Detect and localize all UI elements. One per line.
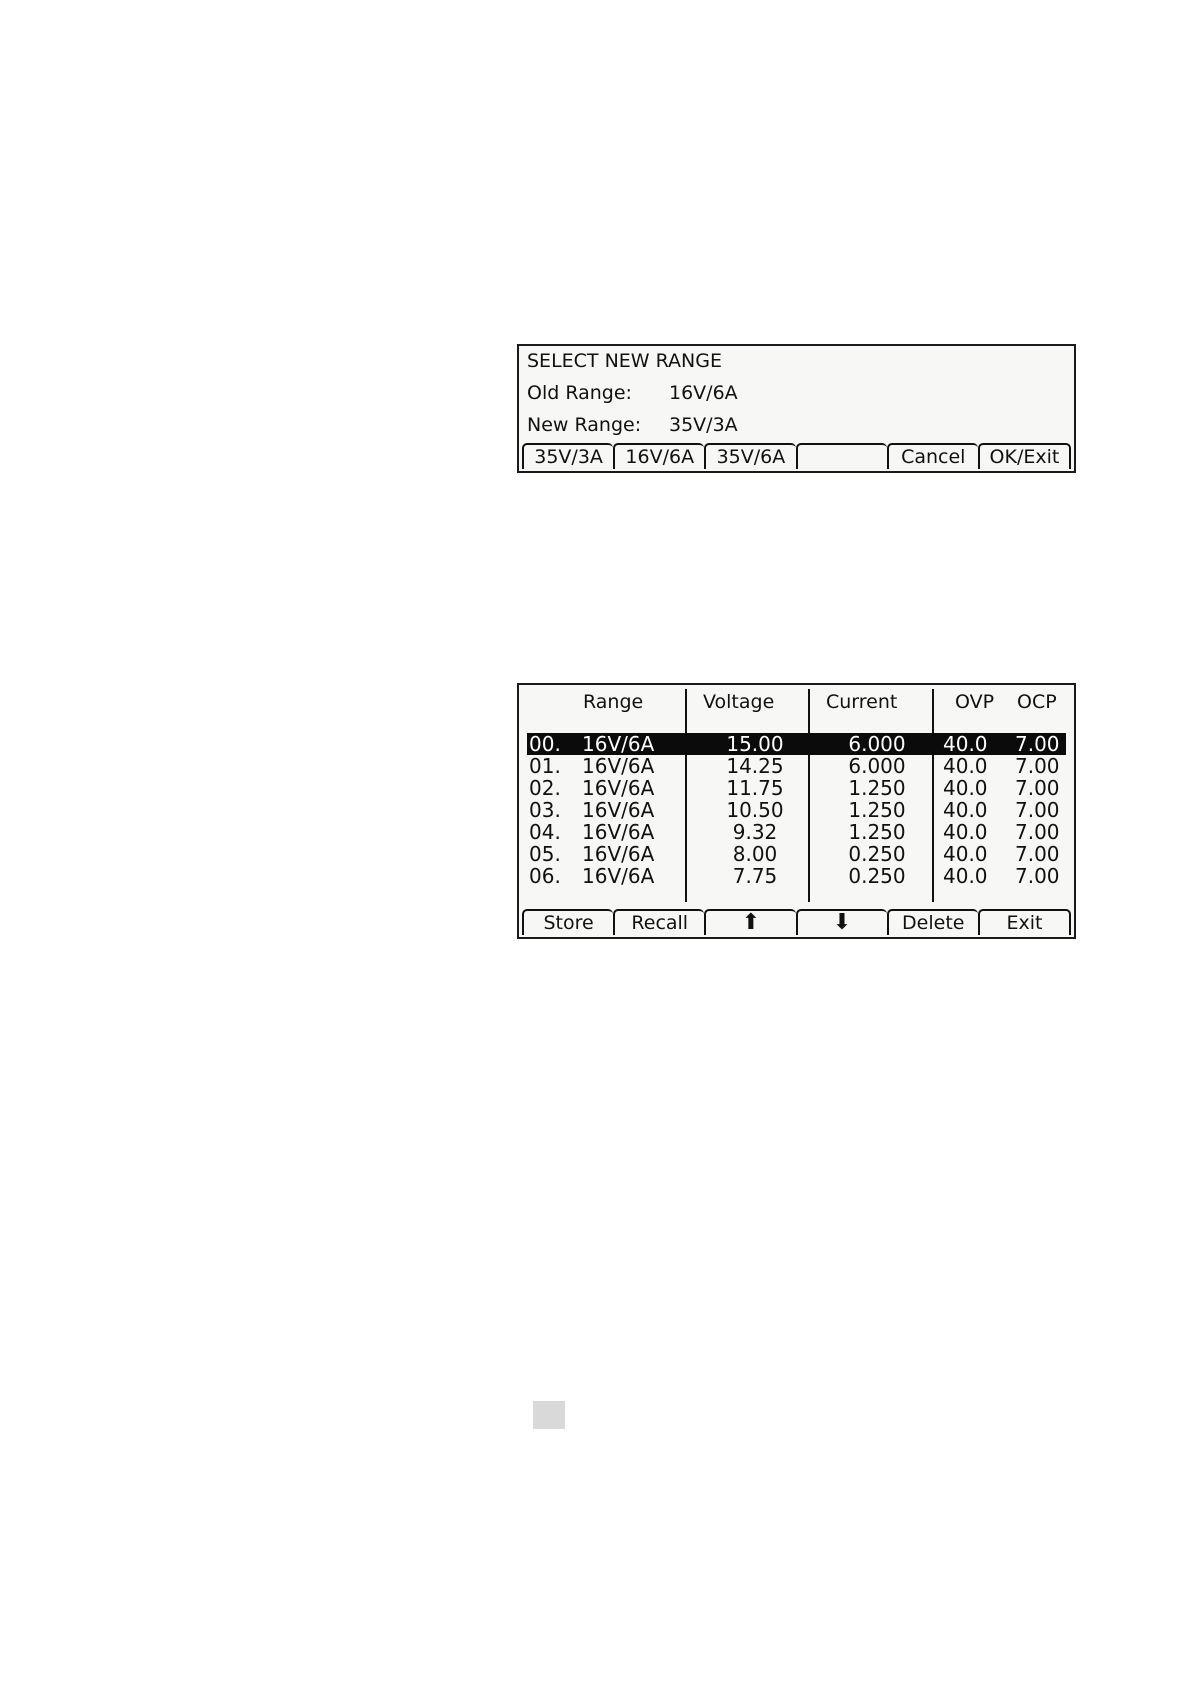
screen-title: SELECT NEW RANGE	[527, 350, 722, 372]
column-header-range: Range	[583, 691, 644, 713]
store-button[interactable]: Store	[522, 909, 613, 935]
memory-current: 1.250	[848, 776, 906, 800]
delete-button[interactable]: Delete	[887, 909, 978, 935]
softkey-35v-3a[interactable]: 35V/3A	[522, 443, 613, 469]
old-range-line	[527, 382, 738, 404]
column-header-ovp: OVP	[955, 691, 995, 713]
table-row[interactable]	[527, 733, 1066, 755]
memory-index: 05.	[529, 842, 561, 866]
memory-index: 04.	[529, 820, 561, 844]
old-range-value: 16V/6A	[669, 382, 738, 404]
memory-ovp: 40.0	[943, 842, 988, 866]
memory-ocp: 7.00	[1015, 754, 1060, 778]
memory-ovp: 40.0	[943, 754, 988, 778]
memory-ovp: 40.0	[943, 798, 988, 822]
memory-voltage: 10.50	[726, 798, 784, 822]
memory-ovp: 40.0	[943, 820, 988, 844]
memory-index: 02.	[529, 776, 561, 800]
memory-current: 6.000	[848, 732, 906, 756]
memory-voltage: 11.75	[726, 776, 784, 800]
memory-list-screen	[517, 683, 1076, 939]
memory-ovp: 40.0	[943, 776, 988, 800]
memory-index: 00.	[529, 732, 561, 756]
table-row[interactable]	[527, 777, 1066, 799]
new-range-line	[527, 414, 738, 436]
memory-ocp: 7.00	[1015, 798, 1060, 822]
memory-range: 16V/6A	[582, 864, 655, 888]
column-header-voltage: Voltage	[703, 691, 775, 713]
table-row[interactable]	[527, 821, 1066, 843]
ok-exit-button[interactable]: OK/Exit	[978, 443, 1071, 469]
memory-voltage: 14.25	[726, 754, 784, 778]
table-row[interactable]	[527, 799, 1066, 821]
memory-ovp: 40.0	[943, 732, 988, 756]
range-softkey-bar	[522, 443, 1071, 469]
memory-range: 16V/6A	[582, 776, 655, 800]
memory-index: 01.	[529, 754, 561, 778]
old-range-label: Old Range:	[527, 382, 632, 404]
memory-voltage: 15.00	[726, 732, 784, 756]
column-header-current: Current	[826, 691, 898, 713]
memory-index: 06.	[529, 864, 561, 888]
softkey-16v-6a[interactable]: 16V/6A	[613, 443, 704, 469]
cancel-button[interactable]: Cancel	[887, 443, 978, 469]
softkey-35v-6a[interactable]: 35V/6A	[704, 443, 795, 469]
memory-current: 1.250	[848, 798, 906, 822]
memory-range: 16V/6A	[582, 732, 655, 756]
new-range-label: New Range:	[527, 414, 642, 436]
memory-voltage: 7.75	[732, 864, 778, 888]
memory-current: 6.000	[848, 754, 906, 778]
exit-button[interactable]: Exit	[978, 909, 1071, 935]
memory-ocp: 7.00	[1015, 820, 1060, 844]
arrow-down-icon[interactable]: ⬇	[796, 909, 887, 935]
grey-square	[533, 1401, 565, 1429]
memory-range: 16V/6A	[582, 754, 655, 778]
memory-softkey-bar	[522, 909, 1071, 935]
memory-ovp: 40.0	[943, 864, 988, 888]
memory-range: 16V/6A	[582, 842, 655, 866]
memory-current: 0.250	[848, 864, 906, 888]
table-row[interactable]	[527, 755, 1066, 777]
memory-ocp: 7.00	[1015, 842, 1060, 866]
arrow-up-icon[interactable]: ⬆	[704, 909, 795, 935]
memory-range: 16V/6A	[582, 820, 655, 844]
memory-current: 1.250	[848, 820, 906, 844]
memory-ocp: 7.00	[1015, 776, 1060, 800]
column-header-ocp: OCP	[1017, 691, 1057, 713]
memory-index: 03.	[529, 798, 561, 822]
memory-range: 16V/6A	[582, 798, 655, 822]
table-row[interactable]	[527, 843, 1066, 865]
softkey-blank[interactable]	[796, 443, 887, 469]
memory-voltage: 9.32	[732, 820, 778, 844]
select-range-screen	[517, 344, 1076, 473]
memory-current: 0.250	[848, 842, 906, 866]
recall-button[interactable]: Recall	[613, 909, 704, 935]
memory-ocp: 7.00	[1015, 864, 1060, 888]
memory-voltage: 8.00	[732, 842, 778, 866]
new-range-value: 35V/3A	[669, 414, 738, 436]
table-row[interactable]	[527, 865, 1066, 887]
memory-ocp: 7.00	[1015, 732, 1060, 756]
